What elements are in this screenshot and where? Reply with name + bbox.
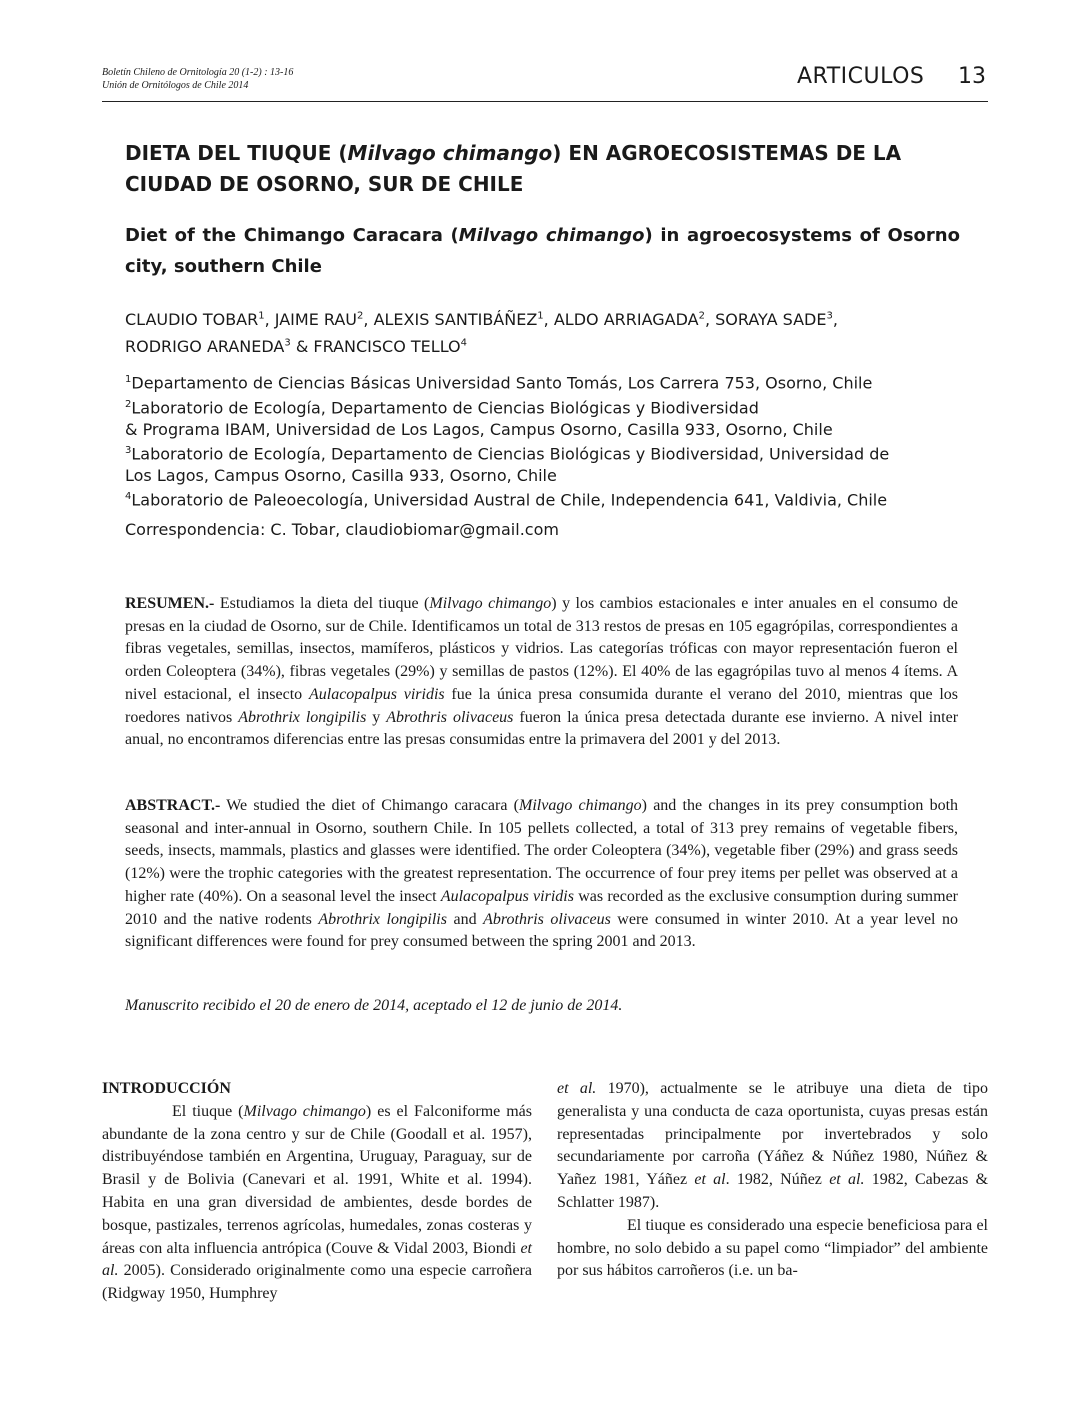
header-divider (102, 101, 988, 102)
received-note: Manuscrito recibido el 20 de enero de 2014, aceptado el 12 de junio de 2014. (125, 997, 623, 1014)
author: FRANCISCO TELLO$^4$ (313, 336, 467, 356)
body-column-left (102, 1078, 532, 1306)
affiliation-line: $^1$Departamento de Ciencias Básicas Universidad Santo Tomás, Los Carrera 753, Osorno, Chile (125, 373, 873, 393)
resumen-paragraph: RESUMEN.- Estudiamos la dieta del tiuque (Milvago chimango) y los cambios estacionales e inter anuales en el consumo de presas en la ciudad de Osorno, sur de Chile. Identificamos un total de 313 restos de presas en 105 egagrópilas, correspondientes a fibras vegetales, semillas, insectos, mamíferos, plásticos y vidrios. Las categorías tróficas con mayor representación fueron el orden Coleoptera (34%), fibras vegetales (29%) y semillas de pastos (12%). El 40% de las egagrópilas tuvo al menos 4 ítems. A nivel estacional, el insecto Aulacopalpus viridis fue la única presa consumida durante el verano del 2010, mientras que los roedores nativos Abrothrix longipilis y Abrothris olivaceus fueron la única presa detectada durante ese invierno. A nivel inter anual, no encontramos diferencias entre las presas consumidas entre la primavera del 2001 y del 2013. (125, 595, 959, 749)
author-list (125, 305, 965, 358)
abstract-paragraph: ABSTRACT.- We studied the diet of Chimango caracara (Milvago chimango) and the changes in its prey consumption both seasonal and inter-annual in Osorno, southern Chile. In 105 pellets collected, a total of 313 prey remains of vegetable fibers, seeds, insects, mammals, plastics and glasses were identified. The order Coleoptera (34%), vegetable fiber (29%) and grass seeds (12%) were the trophic categories with the greatest representation. The occurrence of four prey items per pellet was observed at a higher rate (40%). On a seasonal level the insect Aulacopalpus viridis was recorded as the exclusive consumption during summer 2010 and the native rodents Abrothrix longipilis and Abrothris olivaceus were consumed in winter 2010. At a year level no significant differences were found for prey consumed between the spring 2001 and 2013. (125, 797, 959, 951)
title-en-text: Diet of the Chimango Caracara ( (125, 225, 459, 246)
journal-line-2: Unión de Ornitólogos de Chile 2014 (102, 80, 249, 91)
title-en-species: Milvago chimango (458, 225, 645, 246)
body-paragraph-continued: et al. 1970), actualmente se le atribuye una dieta de tipo generalista y una conducta de caza oportunista, cuyas presas están representadas principalmente por invertebrados y solo secundariamente por carroña (Yáñez & Núñez 1980, Núñez & Yañez 1981, Yáñez et al. 1982, Núñez et al. 1982, Cabezas & Schlatter 1987). (557, 1080, 989, 1211)
affiliation-line: $^4$Laboratorio de Paleoecología, Universidad Austral de Chile, Independencia 641, Valdivia, Chile (125, 490, 888, 510)
journal-line-1: Boletín Chileno de Ornitología 20 (1-2) : 13-16 (102, 67, 294, 78)
title-english (125, 220, 960, 282)
author: ALDO ARRIAGADA$^2$, (553, 310, 716, 330)
title-es-text: DIETA DEL TIUQUE ( (125, 141, 348, 165)
affiliation-line: Los Lagos, Campus Osorno, Casilla 933, Osorno, Chile (125, 465, 557, 485)
author: SORAYA SADE$^3$, (715, 310, 838, 330)
section-label: ARTICULOS (797, 64, 925, 89)
correspondence: Correspondencia: C. Tobar, claudiobiomar@gmail.com (125, 520, 559, 539)
title-es-text: ) EN AGROECOSISTEMAS DE LA CIUDAD DE OSORNO, SUR DE CHILE (125, 141, 902, 196)
journal-citation (102, 66, 293, 92)
author: ALEXIS SANTIBÁÑEZ$^1$, (373, 310, 554, 330)
abstract-label: ABSTRACT.- (125, 797, 221, 814)
section-heading-introduccion: INTRODUCCIÓN (102, 1080, 231, 1097)
body-paragraph: El tiuque es considerado una especie beneficiosa para el hombre, no solo debido a su papel como “limpiador” del ambiente por sus hábitos carroñeros (i.e. un ba- (557, 1216, 988, 1280)
author: CLAUDIO TOBAR$^1$, (125, 310, 275, 330)
page-number: 13 (958, 64, 986, 89)
title-es-species: Milvago chimango (347, 141, 553, 165)
title-en-text: ) in agroecosystems of Osorno city, southern Chile (125, 225, 960, 277)
resumen-label: RESUMEN.- (125, 595, 215, 612)
affiliations (125, 369, 965, 511)
affiliation-line: $^2$Laboratorio de Ecología, Departamento de Ciencias Biológicas y Biodiversidad (125, 398, 759, 418)
author: JAIME RAU$^2$, (274, 310, 374, 330)
title-spanish (125, 138, 965, 200)
body-column-right (557, 1078, 988, 1283)
affiliation-line: $^3$Laboratorio de Ecología, Departamento de Ciencias Biológicas y Biodiversidad, Universidad de (125, 444, 890, 464)
affiliation-line: & Programa IBAM, Universidad de Los Lagos, Campus Osorno, Casilla 933, Osorno, Chile (125, 419, 833, 439)
author: RODRIGO ARANEDA$^3$ & (125, 336, 314, 356)
body-paragraph: El tiuque (Milvago chimango) es el Falconiforme más abundante de la zona centro y sur de Chile (Goodall et al. 1957), distribuyéndose también en Argentina, Uruguay, Paraguay, sur de Brasil y de Bolivia (Canevari et al. 1991, White et al. 1994). Habita en una gran diversidad de ambientes, desde bordes de bosque, pastizales, terrenos agrícolas, humedales, zonas costeras y áreas con alta influencia antrópica (Couve & Vidal 2003, Biondi et al. 2005). Considerado originalmente como una especie carroñera (Ridgway 1950, Humphrey (102, 1102, 532, 1303)
